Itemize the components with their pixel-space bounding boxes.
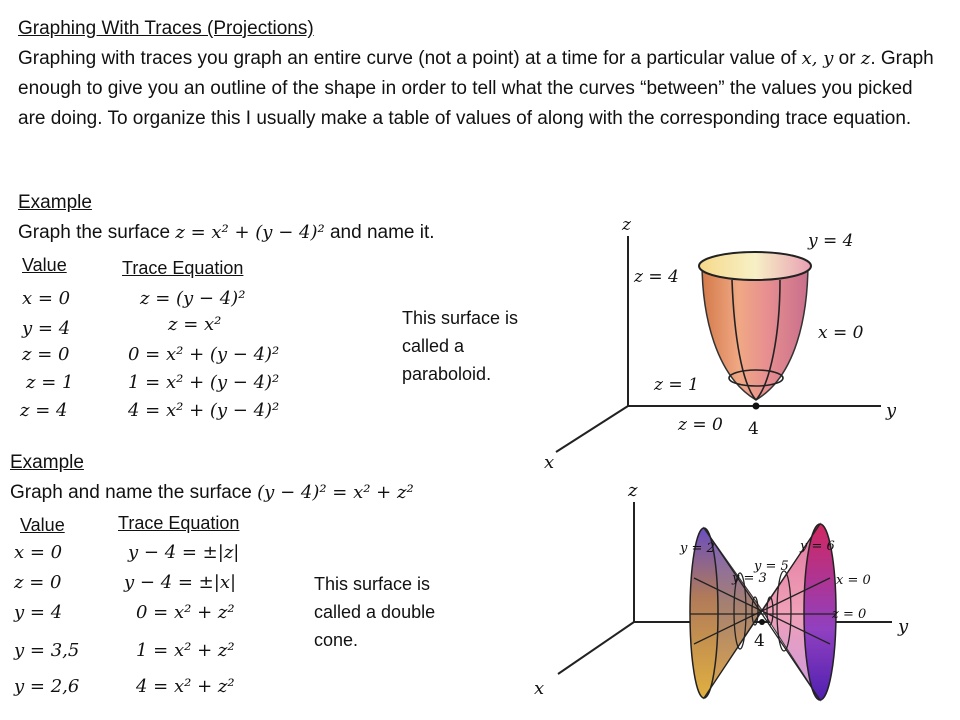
label-z-0: z = 0 (678, 415, 723, 435)
example1-value-row: z = 1 (26, 372, 74, 393)
paraboloid-vertex-point (753, 403, 760, 410)
example2-prompt-before: Graph and name the surface (10, 482, 258, 503)
example2-heading: Example (10, 452, 84, 473)
label-z-0: z = 0 (832, 607, 867, 622)
example2-value-header: Value (20, 515, 65, 535)
intro-section (18, 14, 938, 134)
label-z-4: z = 4 (634, 267, 679, 287)
double-cone-figure (530, 478, 920, 708)
example1-trace-row: 1 = x² + (y − 4)² (128, 372, 280, 393)
label-y-5: y = 5 (754, 559, 789, 574)
example1-prompt-equation: z = x² + (y − 4)² (175, 222, 325, 243)
intro-math-variable: x, y (801, 48, 834, 69)
example1-prompt-before: Graph the surface (18, 222, 176, 243)
example2-value-row: x = 0 (14, 542, 63, 563)
example1-description: This surface is called a paraboloid. (402, 308, 519, 384)
cone-vertex-point (759, 619, 765, 625)
label-vertex-4: 4 (754, 631, 765, 651)
intro-text-segment: or (833, 48, 861, 69)
label-vertex-4: 4 (748, 419, 759, 439)
axis-y-label: y (886, 400, 896, 421)
example1-trace-row: 4 = x² + (y − 4)² (128, 400, 280, 421)
example1-trace-row: 0 = x² + (y − 4)² (128, 344, 280, 365)
example2-value-row: z = 0 (14, 572, 62, 593)
page-title: Graphing With Traces (Projections) (18, 18, 314, 39)
example2-description: This surface is called a double cone. (314, 574, 436, 650)
paraboloid-surface (702, 262, 808, 400)
example1-trace-header: Trace Equation (122, 258, 244, 278)
axis-z-label: z (622, 215, 631, 235)
example2-trace-row: 0 = x² + z² (136, 602, 235, 623)
axis-y-label: y (898, 616, 909, 637)
example2-trace-row: y − 4 = ±|x| (124, 572, 237, 593)
example1-heading: Example (18, 192, 92, 213)
example1-value-row: y = 4 (22, 318, 71, 339)
intro-math-variable: z (860, 48, 871, 69)
example2-trace-header: Trace Equation (118, 513, 240, 533)
example2-value-row: y = 4 (14, 602, 63, 623)
axis-x-label: x (544, 452, 555, 473)
example1-trace-row: z = x² (168, 314, 222, 335)
example1-value-row: z = 4 (20, 400, 68, 421)
label-y-4: y = 4 (808, 231, 854, 251)
label-x-0: x = 0 (818, 323, 864, 343)
label-y-6: y = 6 (800, 539, 835, 554)
label-z-1: z = 1 (654, 375, 699, 395)
axis-x-label: x (534, 678, 545, 699)
example1-trace-row: z = (y − 4)² (140, 288, 246, 309)
example2-value-row: y = 2,6 (14, 676, 80, 697)
label-y-2: y = 2 (680, 541, 715, 556)
paraboloid-rim-ellipse (699, 252, 811, 280)
paraboloid-figure (536, 206, 896, 476)
example1-prompt (18, 218, 435, 248)
label-y-3: y = 3 (732, 571, 767, 586)
intro-text-segment: . Graph enough to give you an outline of the shape in order to tell what the curves “between” the values you picked are doing. To organize this I usually make a table of values of along with the corresponding trace equation. (18, 48, 934, 129)
example1-value-row: z = 0 (22, 344, 70, 365)
intro-text-segment: Graphing with traces you graph an entire curve (not a point) at a time for a particular value of (18, 48, 802, 69)
example1-prompt-after: and name it. (324, 222, 435, 243)
example2-prompt-equation: (y − 4)² = x² + z² (257, 482, 414, 503)
example2-trace-row: 1 = x² + z² (136, 640, 235, 661)
axis-z-label: z (628, 480, 638, 501)
example1-value-header: Value (22, 255, 67, 275)
intro-paragraph (18, 44, 938, 134)
example2-trace-row: 4 = x² + z² (136, 676, 235, 697)
example1-value-row: x = 0 (22, 288, 71, 309)
example2-trace-row: y − 4 = ±|z| (128, 542, 240, 563)
example2-value-row: y = 3,5 (14, 640, 80, 661)
label-x-0: x = 0 (836, 573, 871, 588)
example2-prompt (10, 478, 414, 508)
